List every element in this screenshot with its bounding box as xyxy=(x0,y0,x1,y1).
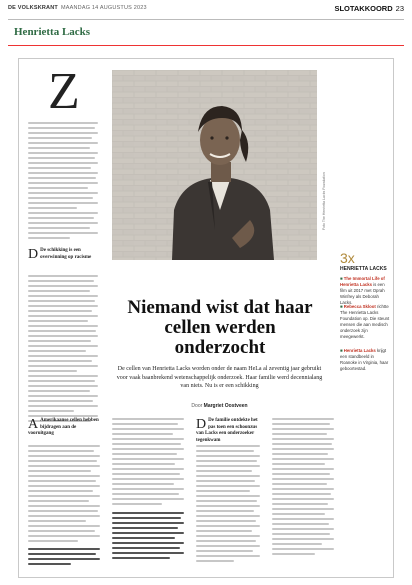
sidebar-item-2 xyxy=(340,304,392,340)
left-column-text xyxy=(28,122,98,242)
pull-quote-1-text: De schikking is een overwinning op racisme xyxy=(40,248,92,260)
pull-quote-3 xyxy=(196,418,260,444)
pull-quote-3-letter: D xyxy=(196,417,207,432)
article-dropcap: Z xyxy=(48,63,80,120)
page-number: 23 xyxy=(395,4,404,13)
byline xyxy=(112,403,327,409)
column-b-text xyxy=(112,418,184,508)
sidebar-bullet-icon: ■ xyxy=(340,304,344,309)
headline: Niemand wist dat haar cellen werden onderzocht xyxy=(127,297,313,358)
masthead-date: MAANDAG 14 AUGUSTUS 2023 xyxy=(60,5,147,11)
column-b-bold-text xyxy=(112,512,184,562)
portrait-image xyxy=(112,70,317,260)
sidebar-count: 3x xyxy=(340,250,355,266)
pull-quote-2-text: Amerikaanse cellen hebben bijdragen aan de vooruitgang xyxy=(28,418,99,436)
column-c-text xyxy=(196,445,260,565)
left-column-text-2 xyxy=(28,275,98,425)
column-d-text xyxy=(272,418,334,558)
sidebar-item-2-desc: richtte The Henrietta Lacks Foundation op. Die steunt mensen die aan medisch onderzoek zijn meegewerkt. xyxy=(340,304,390,339)
sidebar-bullet-icon: ■ xyxy=(340,276,344,281)
photo-credit: Foto The Henrietta Lacks Foundation xyxy=(322,172,326,230)
sidebar-bullet-icon: ■ xyxy=(340,348,344,353)
masthead xyxy=(8,5,147,11)
pull-quote-2-letter: A xyxy=(28,417,39,432)
byline-author: Margriet Oostveen xyxy=(203,403,248,409)
sidebar-title: HENRIETTA LACKS xyxy=(340,266,387,272)
column-a-text xyxy=(28,445,100,545)
pull-quote-1-letter: D xyxy=(28,247,39,262)
sidebar-item-1-desc: is een film uit 2017 met Oprah Winfrey als Deborah Lacks. xyxy=(340,282,385,305)
sidebar-item-3-title: Henrietta Lacks xyxy=(343,348,376,353)
sidebar-item-1-title: The Immortal Life of Henrietta Lacks xyxy=(340,276,385,287)
sidebar-item-1 xyxy=(340,276,392,306)
page-title: Henrietta Lacks xyxy=(14,26,91,38)
pull-quote-1 xyxy=(28,248,100,261)
pull-quote-3-text: De familie ontdekte het pas toen een schoonzus van Lacks een onderzoeker tegenkwam xyxy=(196,418,258,443)
portrait-photo xyxy=(112,70,317,260)
lede: De cellen van Henrietta Lacks worden onder de naam HeLa al zeventig jaar gebruikt voor vaak baanbrekend wetenschappelijk onderzoek. Haar familie werd decennialang van niets. Nu is er een schikking xyxy=(116,366,323,389)
sidebar-item-3-desc: krijgt een standbeeld in Roanoke in Virginia, haar geboortestad. xyxy=(340,348,389,371)
byline-prefix: Door xyxy=(191,403,203,409)
divider-red xyxy=(8,45,404,46)
sidebar-item-2-title: Rebecca Skloot xyxy=(343,304,376,309)
masthead-name: DE VOLKSKRANT xyxy=(8,5,58,11)
sidebar-item-3 xyxy=(340,348,392,372)
pull-quote-2 xyxy=(28,418,100,438)
column-a-bold-text xyxy=(28,548,100,568)
section-label xyxy=(334,4,404,13)
section-name: SLOTAKKOORD xyxy=(334,4,393,13)
